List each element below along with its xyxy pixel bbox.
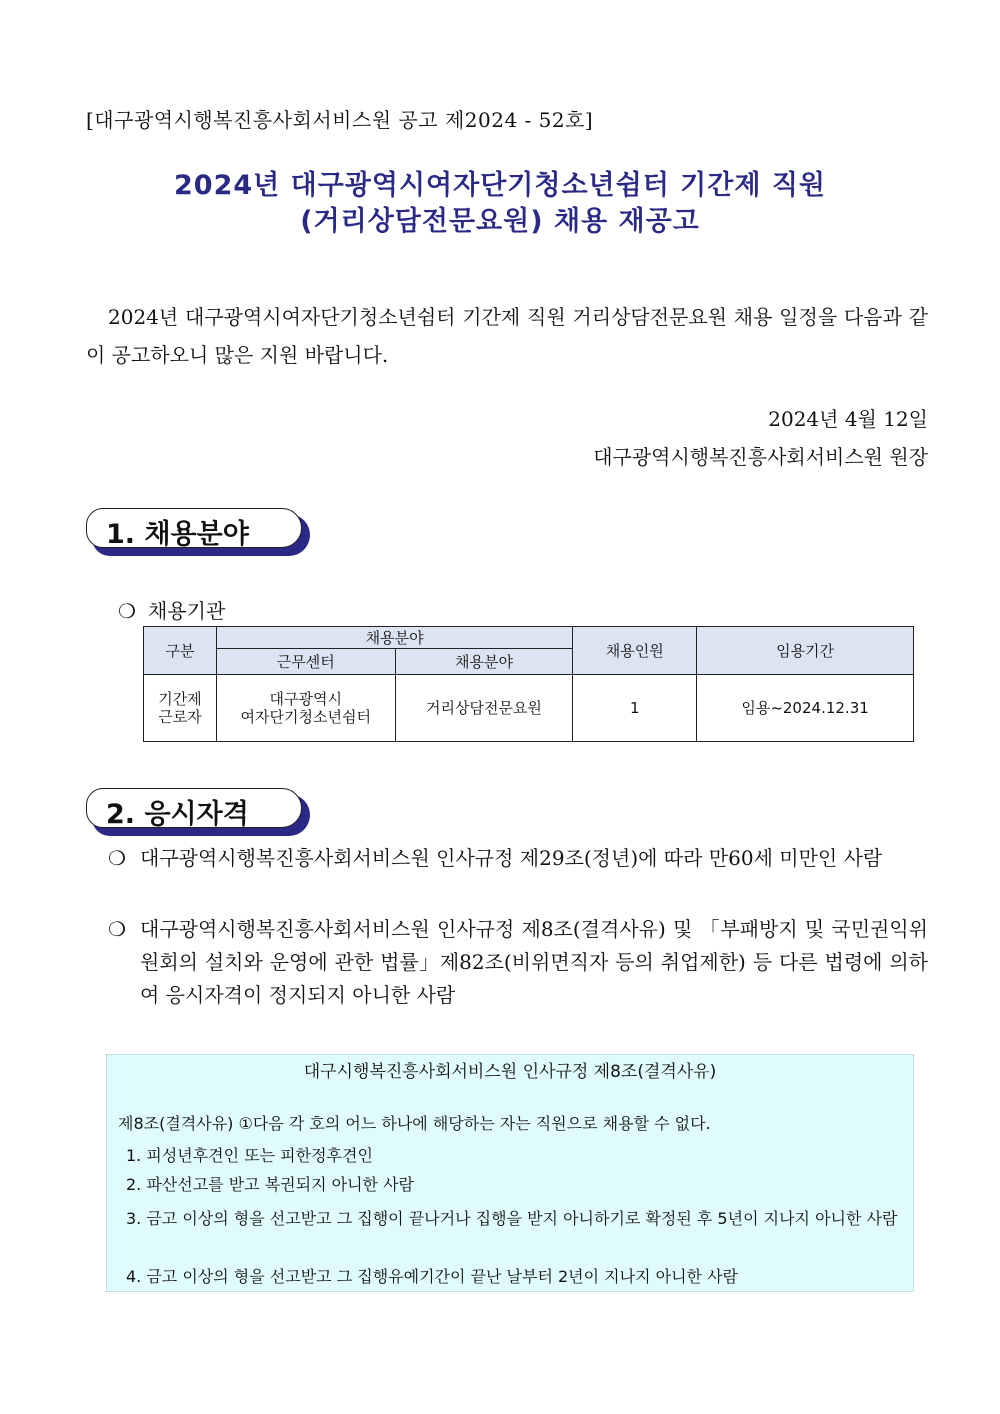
org-label: 채용기관 [148,599,226,623]
rule-box [106,1054,914,1292]
cell-category [144,675,217,742]
header-headcount: 채용인원 [573,627,697,675]
cell-field: 거리상담전문요원 [395,675,573,742]
circle-bullet-icon: ❍ [118,599,136,623]
page-title-line2: (거리상담전문요원) 채용 재공고 [300,206,700,237]
rule-item: 3. 금고 이상의 형을 선고받고 그 집행이 끝나거나 집행을 받지 아니하기로 확정된 후 5년이 지나지 아니한 사람 [126,1209,898,1228]
rule-item: 2. 파산선고를 받고 복권되지 아니한 사람 [126,1175,414,1194]
section2-heading: 2. 응시자격 [106,799,249,830]
org-label-line [118,595,225,624]
header-period: 임용기간 [697,627,914,675]
header-category: 구분 [144,627,217,675]
page-title-line1: 2024년 대구광역시여자단기청소년쉼터 기간제 직원 [174,170,826,201]
qualification-text: 대구광역시행복진흥사회서비스원 인사규정 제8조(결격사유) 및 「부패방지 및 국민권익위원회의 설치와 운영에 관한 법률」제82조(비위면직자 등의 취업제한) 등 다른 법령에 의하여 응시자격이 정지되지 아니한 사람 [140,917,928,1007]
cell-work-center [216,675,395,742]
rule-box-title: 대구시행복진흥사회서비스원 인사규정 제8조(결격사유) [303,1062,717,1082]
cell-text: 근로자 [158,708,202,726]
cell-text: 대구광역시 [269,690,342,708]
table-row [144,675,914,742]
rule-item: 4. 금고 이상의 형을 선고받고 그 집행유예기간이 끝난 날부터 2년이 지나지 아니한 사람 [126,1267,738,1286]
recruit-table [143,626,914,742]
qualification-item [108,913,928,1012]
qualification-text: 대구광역시행복진흥사회서비스원 인사규정 제29조(정년)에 따라 만60세 미만인 사람 [140,846,883,870]
header-work-center: 근무센터 [216,649,395,675]
notice-number: [대구광역시행복진흥사회서비스원 공고 제2024 - 52호] [86,108,594,132]
circle-bullet-icon: ❍ [108,917,126,941]
issuer-name: 대구광역시행복진흥사회서비스원 원장 [593,445,928,469]
header-field-group: 채용분야 [216,627,572,649]
notice-date: 2024년 4월 12일 [768,407,928,431]
cell-text: 여자단기청소년쉼터 [240,708,371,726]
section1-heading-box [86,508,310,556]
cell-period: 임용~2024.12.31 [697,675,914,742]
cell-headcount: 1 [573,675,697,742]
qualification-item [108,842,928,875]
intro-paragraph: 2024년 대구광역시여자단기청소년쉼터 기간제 직원 거리상담전문요원 채용 일정을 다음과 같이 공고하오니 많은 지원 바랍니다. [86,305,928,367]
table-header-row [144,627,914,649]
section2-heading-box [86,788,310,836]
section1-heading: 1. 채용분야 [106,519,249,550]
rule-item: 1. 피성년후견인 또는 피한정후견인 [126,1146,373,1165]
header-field: 채용분야 [395,649,573,675]
cell-text: 기간제 [158,690,202,708]
rule-lead: 제8조(결격사유) ①다음 각 호의 어느 하나에 해당하는 자는 직원으로 채용할 수 없다. [118,1114,711,1133]
circle-bullet-icon: ❍ [108,846,126,870]
